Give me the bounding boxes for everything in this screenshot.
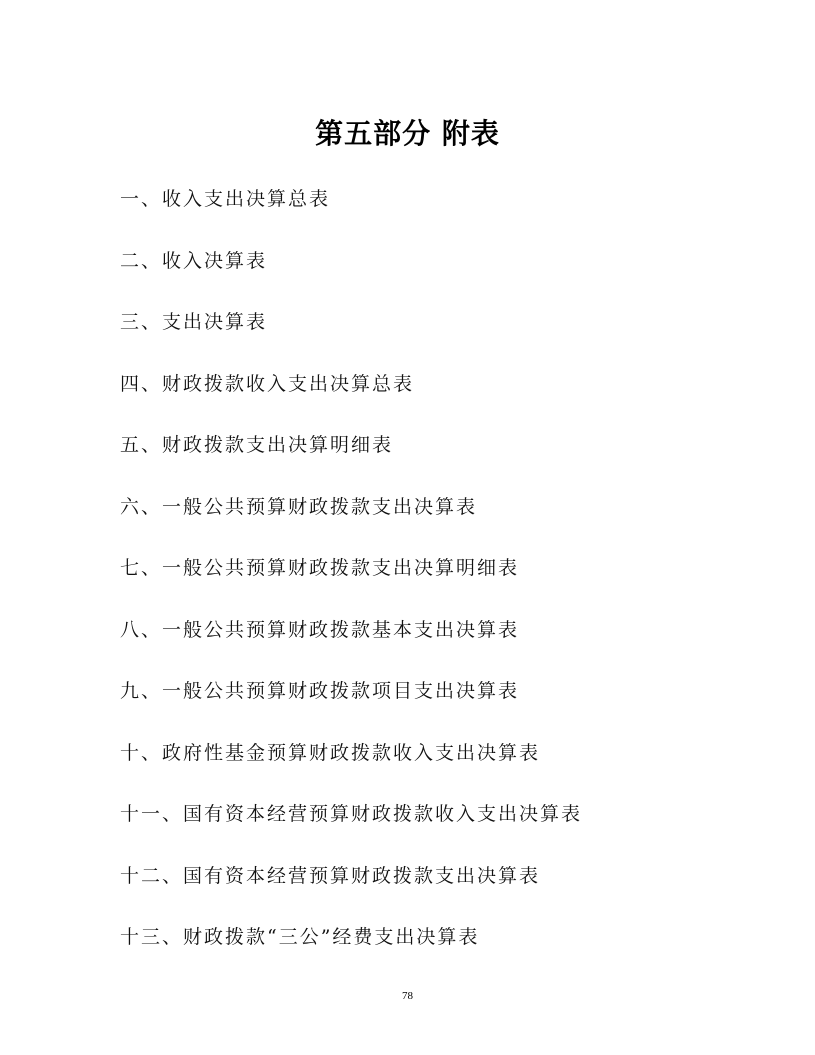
list-item: 一、收入支出决算总表 — [120, 188, 331, 210]
list-item: 九、一般公共预算财政拨款项目支出决算表 — [120, 680, 520, 702]
list-item: 四、财政拨款收入支出决算总表 — [120, 372, 415, 395]
list-item: 十一、国有资本经营预算财政拨款收入支出决算表 — [120, 803, 583, 825]
list-item: 三、支出决算表 — [120, 311, 268, 333]
list-item: 七、一般公共预算财政拨款支出决算明细表 — [120, 557, 520, 579]
list-item: 十二、国有资本经营预算财政拨款支出决算表 — [120, 864, 541, 887]
appendix-table-list — [120, 184, 760, 984]
list-item: 二、收入决算表 — [120, 249, 268, 272]
page-title: 第五部分 附表 — [315, 117, 500, 150]
list-item: 八、一般公共预算财政拨款基本支出决算表 — [120, 618, 520, 641]
page-number: 78 — [402, 990, 413, 1002]
list-item: 五、财政拨款支出决算明细表 — [120, 434, 394, 456]
list-item: 六、一般公共预算财政拨款支出决算表 — [120, 495, 478, 518]
list-item: 十三、财政拨款“三公”经费支出决算表 — [120, 926, 480, 948]
list-item: 十、政府性基金预算财政拨款收入支出决算表 — [120, 741, 541, 764]
